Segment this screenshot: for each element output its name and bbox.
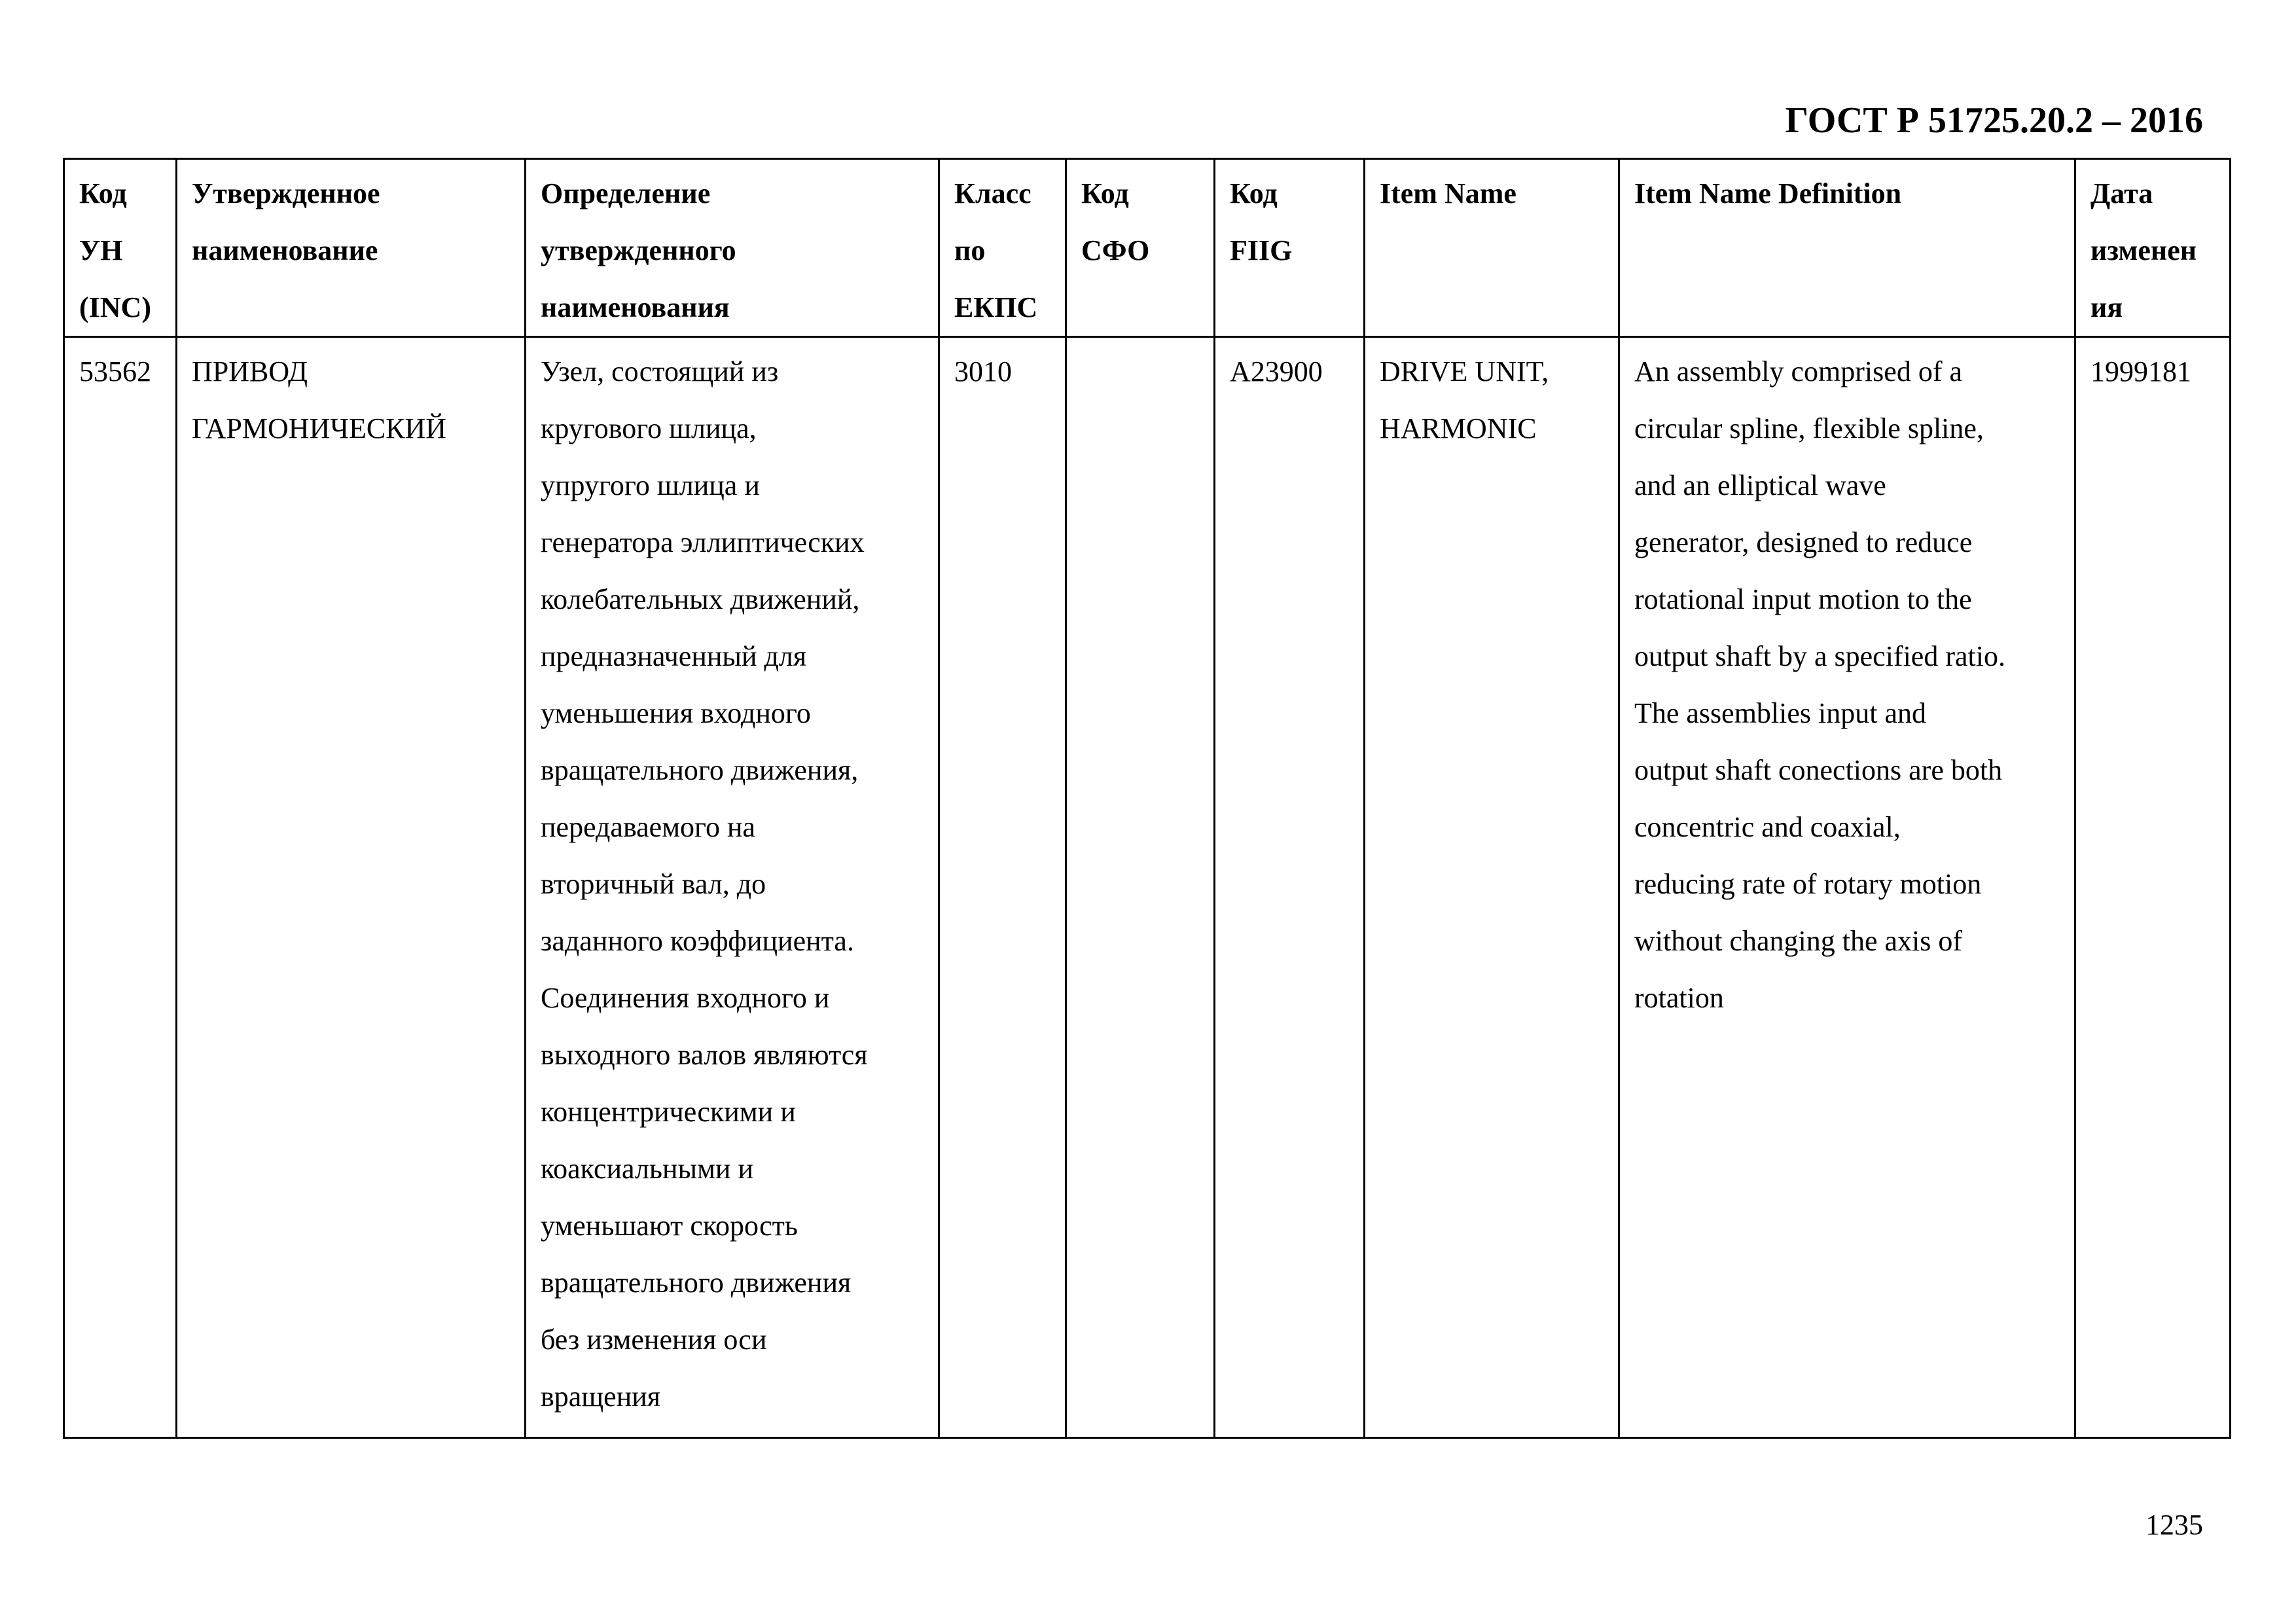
cell-text-line: Узел, состоящий из [541,355,779,388]
cell-text-line: заданного коэффициента. [541,925,854,957]
cell-text-line: HARMONIC [1380,412,1537,444]
header-text-line: Код [1230,177,1278,209]
cell-text-line: выходного валов являются [541,1039,868,1071]
column-header-item-name-definition [1619,159,2075,337]
header-text-line: СФО [1081,234,1150,266]
header-text-line: изменен [2090,234,2197,266]
cell-text-line: без изменения оси [541,1324,767,1356]
header-text-line: УН [79,234,123,266]
table-header-row [64,159,2231,337]
cell-approved-name [177,337,526,1438]
header-text-line: Дата [2090,177,2153,209]
header-text-line: наименование [192,234,378,266]
column-header-approved-name [177,159,526,337]
cell-inc [64,337,177,1438]
cell-text-line: DRIVE UNIT, [1380,355,1549,388]
cell-text-line: вращательного движения, [541,754,859,786]
cell-change-date [2075,337,2231,1438]
cell-text-line: rotation [1634,982,1724,1014]
column-header-definition-ru [526,159,939,337]
cell-text-line: rotational input motion to the [1634,583,1972,615]
column-header-change-date [2075,159,2231,337]
header-text-line: по [954,234,986,266]
cell-text-line: упругого шлица и [541,469,760,501]
header-text-line: утвержденного [541,234,736,266]
header-text-line: Утвержденное [192,177,380,209]
header-text-line: (INC) [79,291,151,323]
header-text-line: наименования [541,291,730,323]
header-text-line: FIIG [1230,234,1293,266]
cell-text-line: коаксиальными и [541,1153,754,1185]
cell-item-name-definition [1619,337,2075,1438]
header-text-line: Определение [541,177,711,209]
header-text-line: Класс [954,177,1031,209]
cell-text-line: 53562 [79,355,151,388]
cell-text-line: вращательного движения [541,1267,852,1299]
cell-text-line: reducing rate of rotary motion [1634,868,1982,900]
cell-text-line: ПРИВОД [192,355,308,388]
cell-text-line: предназначенный для [541,640,807,672]
catalog-table [63,158,2231,1439]
cell-text-line: output shaft by a specified ratio. [1634,640,2005,672]
header-text-line: ЕКПС [954,291,1038,323]
header-text-line: Код [79,177,127,209]
column-header-item-name [1365,159,1619,337]
cell-fiig-code [1215,337,1365,1438]
cell-text-line: 1999181 [2090,355,2191,388]
header-text-line: Код [1081,177,1129,209]
standard-code-header: ГОСТ Р 51725.20.2 – 2016 [1785,100,2203,141]
cell-ekps-class [939,337,1066,1438]
cell-text-line: уменьшают скорость [541,1210,798,1242]
column-header-inc [64,159,177,337]
cell-text-line: Соединения входного и [541,982,830,1014]
cell-text-line: output shaft conections are both [1634,754,2003,786]
cell-text-line: вращения [541,1380,661,1413]
cell-definition-ru [526,337,939,1438]
cell-text-line: A23900 [1230,355,1323,388]
cell-sfo-code [1066,337,1215,1438]
cell-text-line: кругового шлица, [541,412,757,444]
column-header-ekps-class [939,159,1066,337]
cell-text-line: ГАРМОНИЧЕСКИЙ [192,412,447,444]
cell-text-line: уменьшения входного [541,697,811,729]
cell-item-name [1365,337,1619,1438]
cell-text-line: передаваемого на [541,811,756,843]
cell-text-line: вторичный вал, до [541,868,766,900]
cell-text-line: генератора эллиптических [541,526,865,558]
cell-text-line: концентрическими и [541,1096,796,1128]
column-header-fiig-code [1215,159,1365,337]
cell-text-line: circular spline, flexible spline, [1634,412,1984,444]
cell-text-line: generator, designed to reduce [1634,526,1973,558]
header-text-line: ия [2090,291,2123,323]
table-row [64,337,2231,1438]
cell-text-line: колебательных движений, [541,583,860,615]
cell-text-line: without changing the axis of [1634,925,1963,957]
cell-text-line: 3010 [954,355,1012,388]
cell-text-line: and an elliptical wave [1634,469,1886,501]
column-header-sfo-code [1066,159,1215,337]
cell-text-line: An assembly comprised of a [1634,355,1962,388]
header-text-line: Item Name Definition [1634,177,1902,209]
header-text-line: Item Name [1380,177,1516,209]
cell-text-line: concentric and coaxial, [1634,811,1901,843]
page-number: 1235 [2145,1509,2203,1541]
cell-text-line: The assemblies input and [1634,697,1927,729]
